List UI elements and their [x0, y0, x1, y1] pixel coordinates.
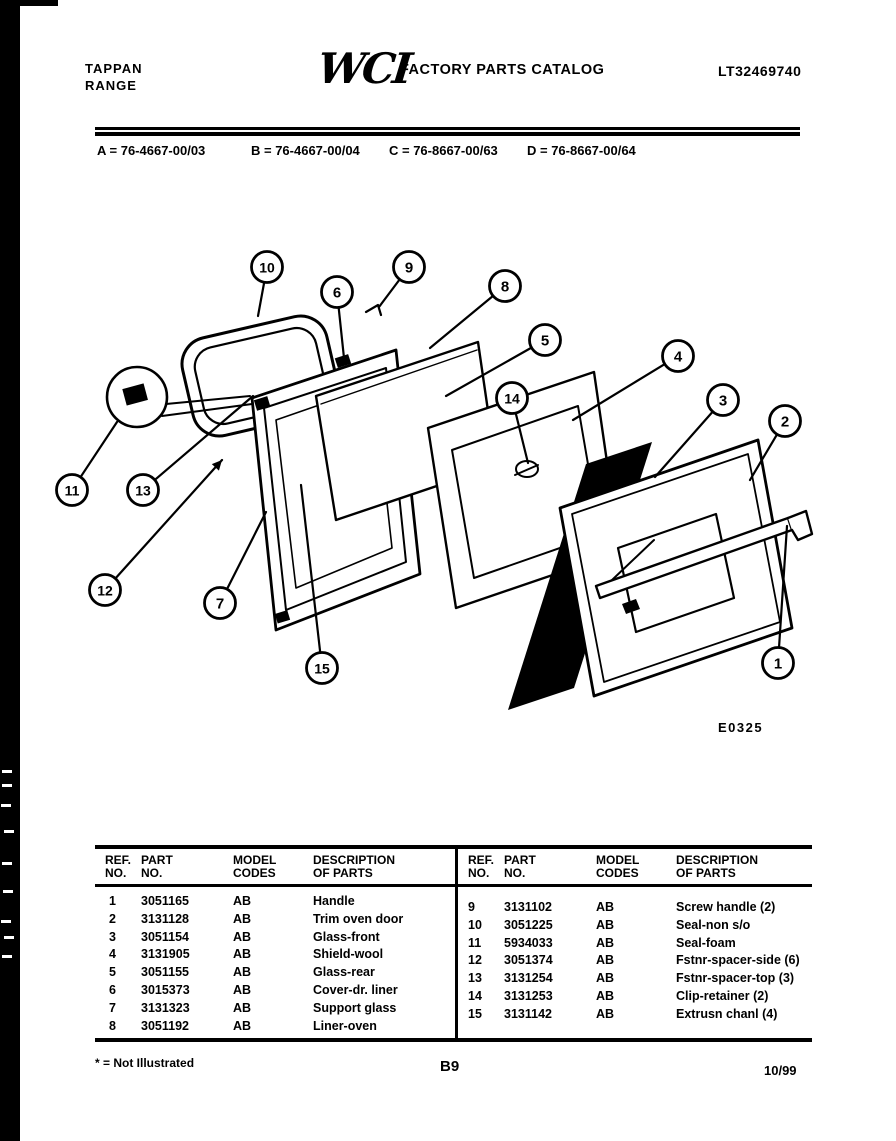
part-no: 3131323 [141, 1000, 190, 1015]
ref-no: 8 [109, 1018, 116, 1033]
model-code: AB [596, 988, 615, 1003]
description: Seal-non s/o [676, 917, 751, 932]
part-no: 3131905 [141, 947, 190, 962]
callout-number-14: 14 [504, 390, 520, 407]
ref-no: 9 [468, 900, 475, 914]
ref-no: 11 [468, 935, 482, 950]
callout-leader-9 [379, 279, 400, 307]
description: Extrusn chanl (4) [676, 1006, 778, 1021]
description: Support glass [313, 1000, 397, 1015]
part-row [95, 946, 455, 964]
col-part-no: PART NO. [504, 849, 596, 886]
callout-leader-10 [258, 282, 264, 316]
part-row [95, 982, 455, 1000]
callout-number-5: 5 [540, 332, 550, 350]
part-row [458, 988, 812, 1006]
callout-number-6: 6 [332, 284, 342, 302]
ref-no: 13 [468, 971, 482, 986]
part-no: 3131102 [504, 900, 552, 914]
part-no: 3051192 [141, 1018, 189, 1033]
description: Fstnr-spacer-side (6) [676, 953, 800, 968]
callout-number-15: 15 [314, 660, 330, 677]
part-no: 3015373 [141, 982, 190, 997]
col-ref-no: REF. NO. [458, 849, 504, 886]
part-row [458, 935, 812, 953]
callout-number-10: 10 [259, 259, 275, 276]
col-part-no: PART NO. [141, 849, 233, 886]
part-row [95, 893, 455, 911]
part-no: 3131128 [141, 911, 189, 926]
parts-list-left [95, 849, 455, 1038]
ref-no: 5 [109, 965, 116, 980]
description: Seal-foam [676, 935, 736, 950]
part-no: 3051225 [504, 917, 553, 932]
callout-number-2: 2 [780, 413, 790, 431]
wci-logo: WCI [315, 44, 412, 93]
callout-number-13: 13 [135, 482, 151, 499]
part-row [458, 899, 812, 917]
col-description: DESCRIPTION OF PARTS [676, 849, 812, 886]
parts-list [95, 845, 812, 1042]
description: Handle [313, 894, 355, 908]
callout-leader-7 [227, 512, 266, 589]
model-code: AB [233, 1018, 252, 1033]
col-model-codes: MODEL CODES [596, 849, 676, 886]
callout-number-7: 7 [215, 595, 225, 613]
part-no: 3051374 [504, 953, 553, 968]
model-code: AB [233, 965, 252, 980]
ref-no: 10 [468, 917, 482, 932]
not-illustrated-note: * = Not Illustrated [95, 1056, 195, 1070]
callout-number-12: 12 [97, 582, 113, 599]
ref-no: 14 [468, 988, 482, 1003]
callout-number-1: 1 [773, 655, 783, 673]
model-code: AB [233, 929, 252, 944]
table-header-row [95, 849, 455, 886]
footer-date: 10/99 [764, 1063, 797, 1078]
figure-code: E0325 [718, 720, 764, 735]
part-no: 3051154 [141, 929, 189, 944]
brand-line2: RANGE [85, 78, 137, 93]
table-header-row [458, 849, 812, 886]
description: Liner-oven [313, 1018, 377, 1033]
description: Trim oven door [313, 911, 404, 926]
document-number: LT32469740 [718, 63, 802, 79]
model-code: AB [233, 982, 252, 997]
part-no: 5934033 [504, 935, 553, 950]
model-code: AB [233, 1000, 252, 1015]
callout-leader-6 [339, 307, 344, 358]
ref-no: 7 [109, 1000, 116, 1015]
parts-list-right [455, 849, 812, 1038]
ref-no: 2 [109, 911, 116, 926]
description: Glass-front [313, 929, 380, 944]
ref-no: 15 [468, 1006, 482, 1021]
ref-no: 1 [109, 894, 116, 908]
callout-leader-11 [81, 422, 117, 477]
description: Fstnr-spacer-top (3) [676, 971, 795, 986]
ref-no: 3 [109, 929, 116, 944]
part-no: 3131254 [504, 971, 553, 986]
part-row [95, 1018, 455, 1036]
part-no: 3051155 [141, 965, 189, 980]
part-row [458, 1006, 812, 1024]
part-no: 3051165 [141, 894, 189, 908]
model-code: AB [233, 911, 252, 926]
model-code: AB [596, 917, 615, 932]
callout-number-9: 9 [404, 259, 414, 277]
callout-number-3: 3 [718, 392, 728, 410]
part-row [95, 911, 455, 929]
part-row [458, 970, 812, 988]
parts-table-right [458, 849, 812, 1024]
description: Clip-retainer (2) [676, 988, 769, 1003]
model-code-d: D = 76-8667-00/64 [527, 143, 636, 158]
model-code: AB [596, 971, 615, 986]
part-row [458, 917, 812, 935]
part-row [95, 929, 455, 947]
part-no: 3131142 [504, 1006, 552, 1021]
description: Glass-rear [313, 965, 375, 980]
description: Shield-wool [313, 947, 384, 962]
model-code-c: C = 76-8667-00/63 [389, 143, 498, 158]
model-code: AB [596, 935, 615, 950]
ref-no: 12 [468, 953, 482, 968]
model-code: AB [233, 894, 252, 908]
part-row [95, 964, 455, 982]
model-code: AB [596, 953, 615, 968]
model-code: AB [233, 947, 252, 962]
col-description: DESCRIPTION OF PARTS [313, 849, 455, 886]
model-code-a: A = 76-4667-00/03 [97, 143, 206, 158]
part-clip-retainer [515, 461, 538, 477]
description: Cover-dr. liner [313, 982, 398, 997]
part-no: 3131253 [504, 988, 553, 1003]
col-model-codes: MODEL CODES [233, 849, 313, 886]
callout-leader-8 [430, 296, 493, 348]
description: Screw handle (2) [676, 900, 776, 914]
callout-number-11: 11 [64, 482, 80, 499]
model-code-b: B = 76-4667-00/04 [251, 143, 360, 158]
part-row [95, 1000, 455, 1018]
callout-number-4: 4 [673, 348, 683, 366]
part-row [458, 952, 812, 970]
ref-no: 4 [109, 947, 116, 962]
callout-number-8: 8 [500, 278, 510, 296]
col-ref-no: REF. NO. [95, 849, 141, 886]
model-code: AB [596, 1006, 615, 1021]
model-code: AB [596, 900, 615, 914]
page-number: B9 [440, 1058, 460, 1075]
ref-no: 6 [109, 982, 116, 997]
catalog-title: FACTORY PARTS CATALOG [400, 62, 605, 78]
parts-table-left [95, 849, 455, 1035]
brand-line1: TAPPAN [85, 61, 143, 76]
